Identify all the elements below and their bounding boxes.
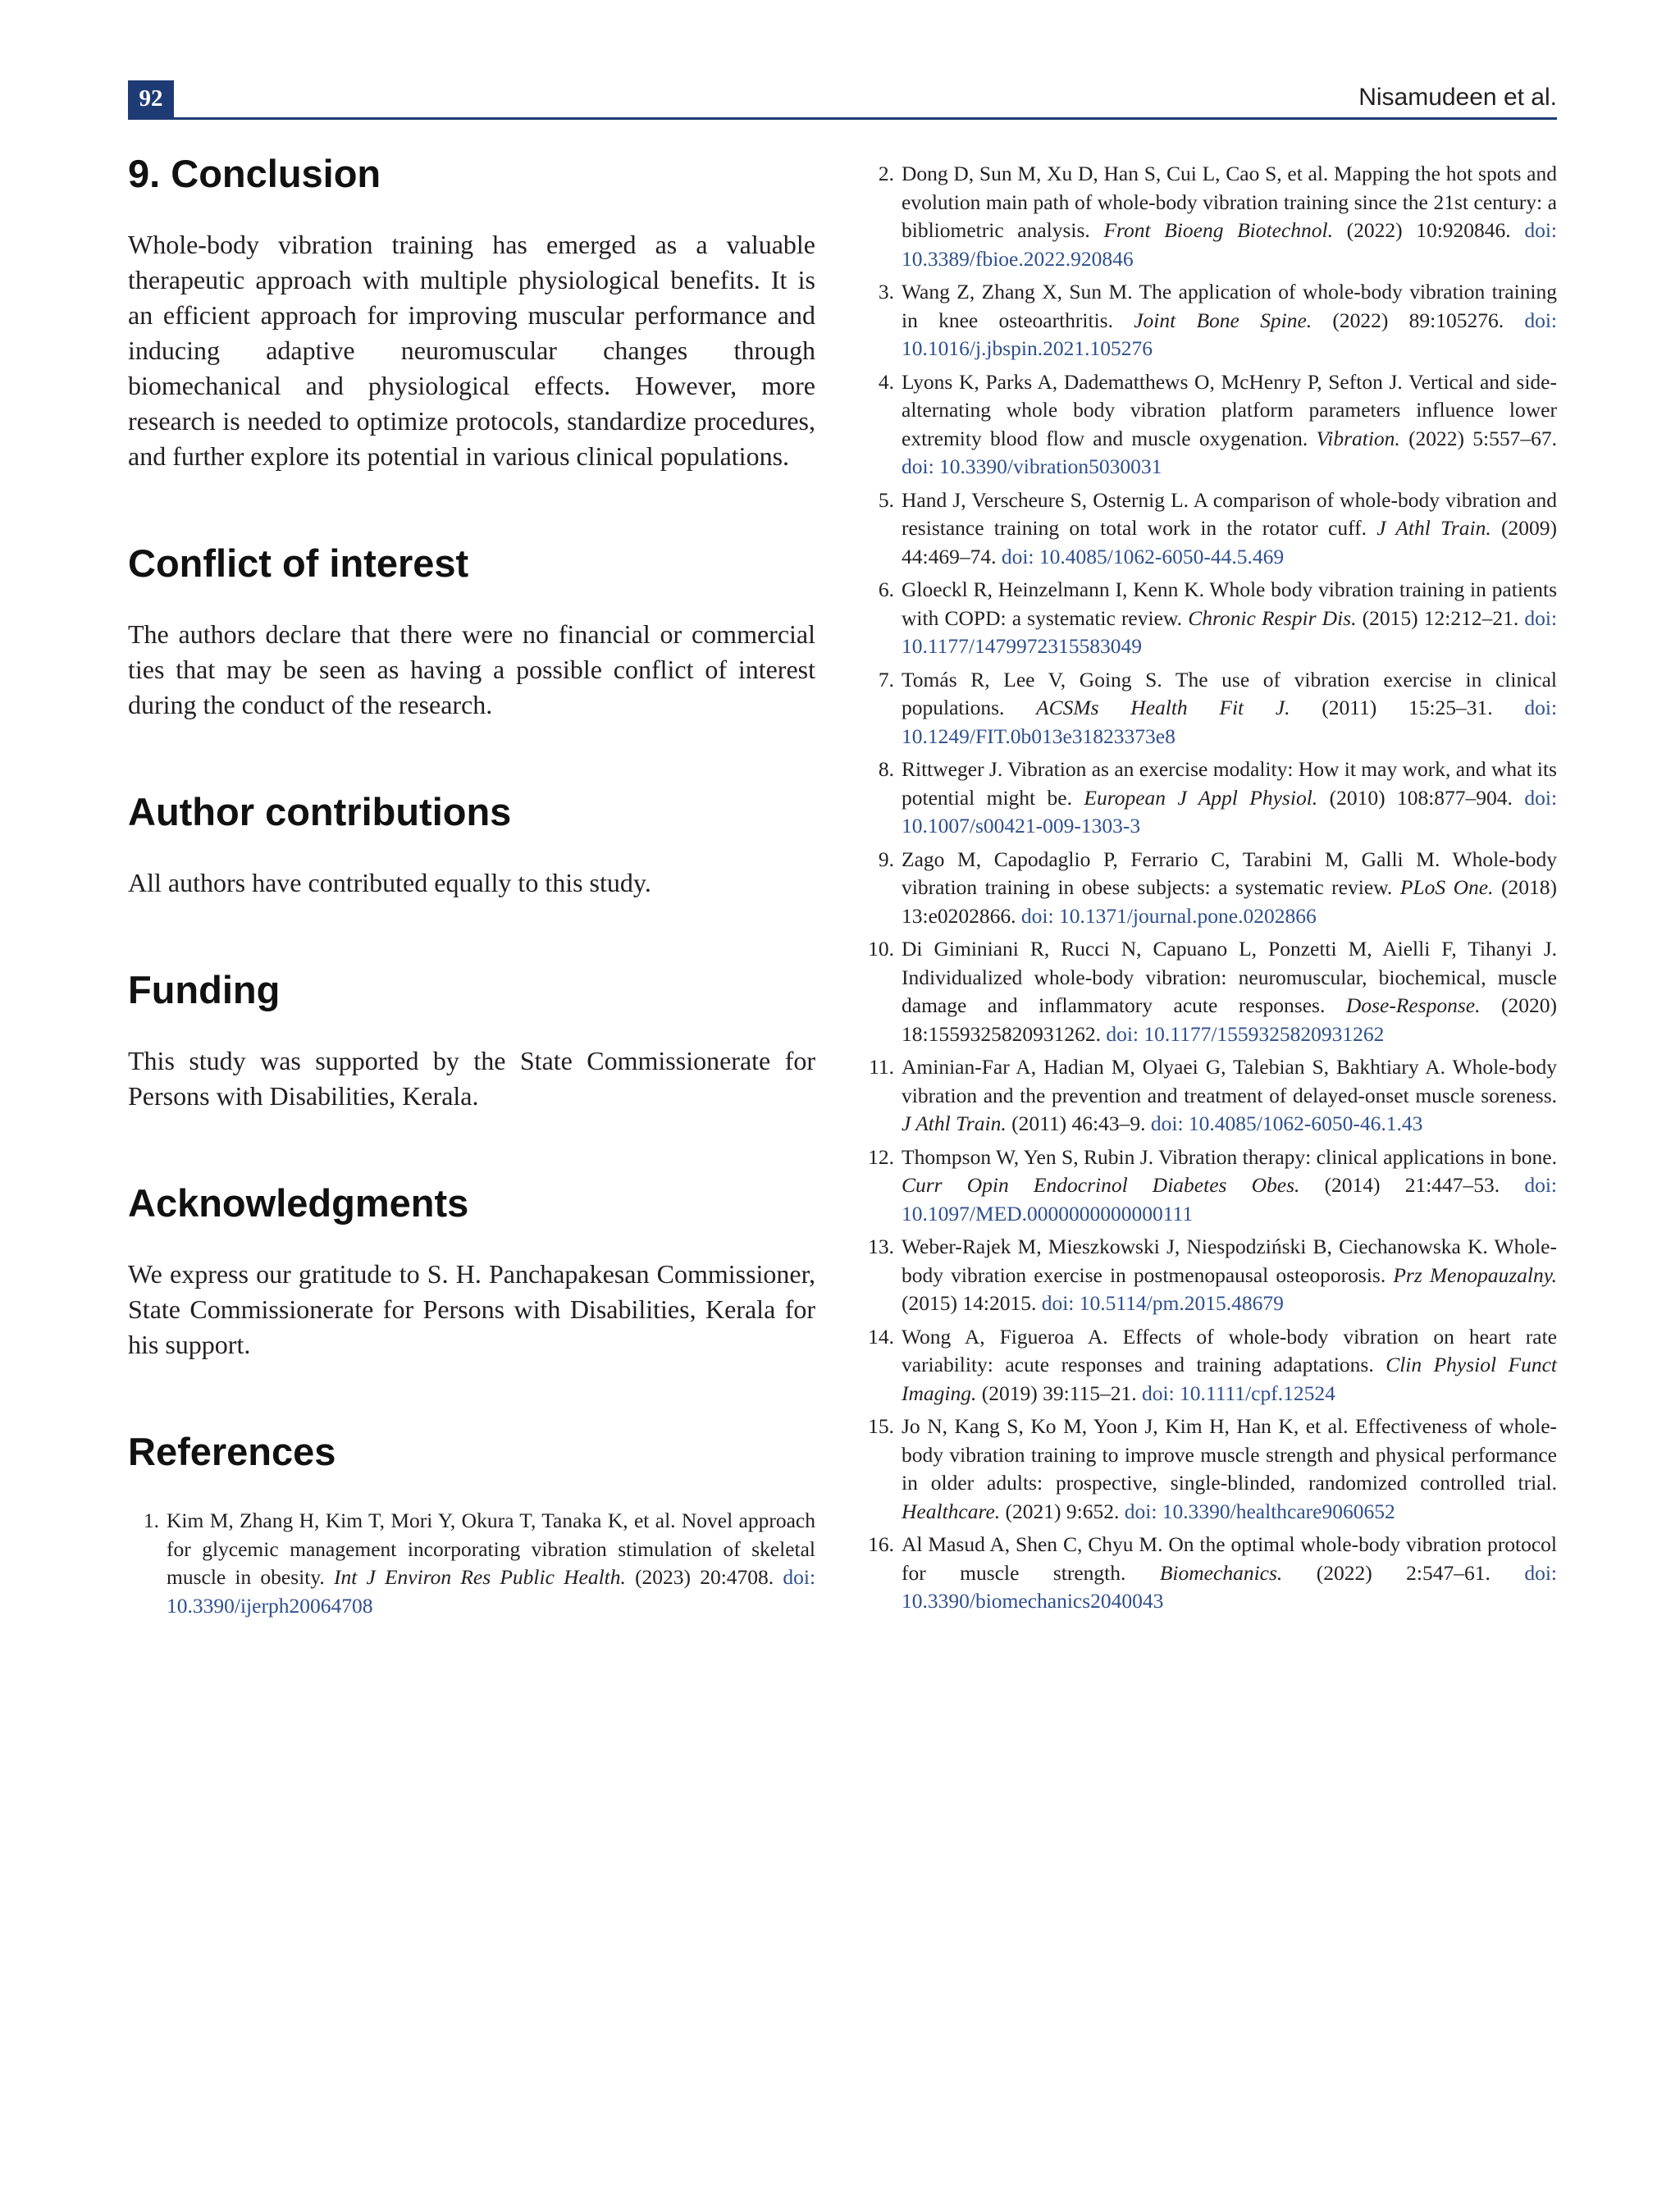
references-heading: References (128, 1430, 336, 1474)
reference-authors: Aminian-Far A, Hadian M, Olyaei G, Talebian S, Bakhtiary A. Whole-body vibration and the prevention and treatment of delayed-onset muscle soreness. (902, 1055, 1557, 1107)
funding-heading: Funding (128, 968, 281, 1012)
reference-item (863, 1413, 1557, 1526)
reference-details: (2015) 12:212–21. (1362, 605, 1519, 630)
reference-authors: Gloeckl R, Heinzelmann I, Kenn K. Whole body vibration training in patients with COPD: a systematic review. (902, 577, 1557, 630)
reference-item (863, 368, 1557, 482)
reference-authors: Thompson W, Yen S, Rubin J. Vibration therapy: clinical applications in bone. (902, 1144, 1557, 1169)
reference-doi-link[interactable]: doi: 10.3390/vibration5030031 (902, 454, 1162, 478)
reference-journal: PLoS One. (1399, 875, 1494, 899)
reference-details: (2021) 9:652. (1005, 1499, 1120, 1523)
conclusion-section (128, 152, 815, 474)
reference-journal: Vibration. (1316, 426, 1400, 450)
reference-number: 13. (868, 1235, 894, 1258)
reference-doi-link[interactable]: doi: 10.1111/cpf.12524 (1142, 1381, 1335, 1405)
reference-journal: J Athl Train. (1376, 516, 1491, 540)
reference-authors: Weber-Rajek M, Mieszkowski J, Niespodziński B, Ciechanowska K. Whole-body vibration exercise in postmenopausal osteoporosis. (902, 1235, 1557, 1287)
reference-details: (2022) 2:547–61. (1316, 1560, 1491, 1585)
reference-number: 3. (878, 280, 894, 304)
reference-item (863, 1143, 1557, 1229)
contributions-heading: Author contributions (128, 790, 512, 834)
reference-details: (2020) 18:1559325820931262. (902, 993, 1558, 1046)
reference-number: 15. (868, 1414, 894, 1438)
reference-authors: Dong D, Sun M, Xu D, Han S, Cui L, Cao S, et al. Mapping the hot spots and evolution main path of whole-body vibration training since the 21st century: a bibliometric analysis. (902, 162, 1557, 242)
acknowledgments-text: We express our gratitude to S. H. Panchapakesan Commissioner, State Commissionerate for Persons with Disabilities, Kerala for his support. (128, 1259, 815, 1360)
reference-doi-link[interactable]: doi: 10.3390/biomechanics2040043 (902, 1560, 1558, 1613)
reference-details: (2011) 15:25–31. (1322, 696, 1493, 719)
reference-authors: Hand J, Verscheure S, Osternig L. A comparison of whole-body vibration and resistance training on total work in the rotator cuff. (902, 487, 1557, 540)
contributions-section (128, 790, 815, 901)
reference-number: 1. (143, 1509, 159, 1533)
left-column (128, 152, 815, 1625)
reference-details: (2018) 13:e0202866. (902, 875, 1557, 928)
reference-doi-link[interactable]: doi: 10.1007/s00421-009-1303-3 (902, 785, 1558, 838)
reference-details: (2011) 46:43–9. (1011, 1111, 1146, 1135)
reference-list-left (128, 1507, 815, 1620)
reference-journal: Prz Menopauzalny. (1393, 1262, 1557, 1287)
reference-authors: Zago M, Capodaglio P, Ferrario C, Tarabini M, Galli M. Whole-body vibration training in obese subjects: a systematic review. (902, 847, 1557, 899)
reference-item (863, 846, 1557, 931)
reference-doi-link[interactable]: doi: 10.4085/1062-6050-44.5.469 (1001, 544, 1285, 568)
right-column (863, 160, 1557, 1621)
reference-authors: Wang Z, Zhang X, Sun M. The application of whole-body vibration training in knee osteoarthritis. (902, 280, 1557, 332)
conflict-heading: Conflict of interest (128, 541, 469, 586)
reference-number: 2. (878, 162, 894, 185)
reference-journal: Front Bioeng Biotechnol. (1103, 218, 1333, 242)
funding-text: This study was supported by the State Commissionerate for Persons with Disabilities, Kerala. (128, 1046, 815, 1111)
reference-journal: European J Appl Physiol. (1084, 785, 1318, 810)
conflict-text: The authors declare that there were no financial or commercial ties that may be seen as having a possible conflict of interest during the conduct of the research. (128, 619, 815, 720)
reference-doi-link[interactable]: doi: 10.1249/FIT.0b013e31823373e8 (902, 696, 1558, 748)
reference-authors: Wong A, Figueroa A. Effects of whole-body vibration on heart rate variability: acute responses and training adaptations. (902, 1324, 1557, 1376)
reference-details: (2015) 14:2015. (902, 1291, 1037, 1315)
reference-doi-link[interactable]: doi: 10.1016/j.jbspin.2021.105276 (902, 308, 1557, 360)
reference-item (863, 935, 1557, 1048)
reference-number: 7. (878, 667, 894, 691)
running-head: Nisamudeen et al. (1358, 84, 1557, 111)
reference-doi-link[interactable]: doi: 10.1177/1479972315583049 (902, 605, 1558, 658)
page-header (128, 80, 1557, 120)
reference-doi-link[interactable]: doi: 10.3389/fbioe.2022.920846 (902, 218, 1557, 271)
reference-list-right (863, 160, 1557, 1616)
reference-journal: Clin Physiol Funct Imaging. (902, 1353, 1557, 1405)
reference-item (863, 666, 1557, 751)
reference-number: 14. (868, 1324, 894, 1349)
reference-details: (2022) 5:557–67. (1408, 426, 1558, 450)
reference-number: 11. (869, 1055, 894, 1079)
reference-item (863, 755, 1557, 841)
reference-details: (2009) 44:469–74. (902, 516, 1557, 568)
reference-number: 9. (878, 847, 894, 871)
reference-details: (2022) 89:105276. (1332, 308, 1504, 332)
reference-details: (2010) 108:877–904. (1329, 785, 1513, 810)
reference-authors: Lyons K, Parks A, Dadematthews O, McHenry P, Sefton J. Vertical and side-alternating whole body vibration platform parameters influence lower extremity blood flow and muscle oxygenation. (902, 369, 1557, 450)
reference-journal: Curr Opin Endocrinol Diabetes Obes. (902, 1173, 1300, 1197)
contributions-text: All authors have contributed equally to this study. (128, 868, 651, 898)
reference-authors: Rittweger J. Vibration as an exercise modality: How it may work, and what its potential might be. (902, 757, 1557, 810)
reference-doi-link[interactable]: doi: 10.5114/pm.2015.48679 (1041, 1291, 1284, 1315)
reference-journal: ACSMs Health Fit J. (1036, 696, 1290, 719)
reference-journal: Joint Bone Spine. (1134, 308, 1312, 332)
reference-doi-link[interactable]: doi: 10.1371/journal.pone.0202866 (1020, 903, 1317, 928)
reference-details: (2014) 21:447–53. (1324, 1173, 1500, 1197)
funding-section (128, 968, 815, 1114)
reference-number: 10. (868, 937, 894, 961)
reference-authors: Al Masud A, Shen C, Chyu M. On the optimal whole-body vibration protocol for muscle strength. (902, 1532, 1557, 1585)
reference-journal: J Athl Train. (902, 1111, 1007, 1135)
reference-details: (2023) 20:4708. (635, 1565, 774, 1590)
reference-item (128, 1507, 815, 1620)
reference-doi-link[interactable]: doi: 10.1177/1559325820931262 (1106, 1021, 1385, 1046)
reference-number: 8. (878, 757, 894, 781)
reference-number: 4. (878, 369, 894, 394)
reference-doi-link[interactable]: doi: 10.1097/MED.0000000000000111 (902, 1173, 1557, 1226)
reference-item (863, 1531, 1557, 1616)
reference-number: 12. (868, 1144, 894, 1169)
reference-details: (2019) 39:115–21. (981, 1381, 1137, 1405)
reference-authors: Kim M, Zhang H, Kim T, Mori Y, Okura T, Tanaka K, et al. Novel approach for glycemic management incorporating vibration stimulation of skeletal muscle in obesity. (167, 1509, 815, 1590)
reference-journal: Dose-Response. (1345, 993, 1481, 1017)
reference-authors: Tomás R, Lee V, Going S. The use of vibration exercise in clinical populations. (902, 667, 1557, 719)
reference-authors: Di Giminiani R, Rucci N, Capuano L, Ponzetti M, Aielli F, Tihanyi J. Individualized whole-body vibration: neuromuscular, biochemical, muscle damage and inflammatory acute responses. (902, 937, 1557, 1017)
reference-details: (2022) 10:920846. (1346, 218, 1511, 242)
references-section (128, 1430, 815, 1620)
reference-journal: Int J Environ Res Public Health. (333, 1565, 626, 1590)
reference-item (863, 1323, 1557, 1408)
reference-journal: Biomechanics. (1159, 1560, 1283, 1585)
reference-number: 16. (868, 1532, 894, 1556)
conclusion-heading: 9. Conclusion (128, 152, 381, 195)
reference-doi-link[interactable]: doi: 10.3390/healthcare9060652 (1124, 1499, 1395, 1523)
reference-item (863, 1233, 1557, 1318)
reference-doi-link[interactable]: doi: 10.3390/ijerph20064708 (167, 1565, 816, 1618)
reference-journal: Chronic Respir Dis. (1188, 605, 1357, 630)
acknowledgments-section (128, 1181, 815, 1362)
acknowledgments-heading: Acknowledgments (128, 1181, 469, 1226)
conclusion-text: Whole-body vibration training has emerged as a valuable therapeutic approach with multiple physiological benefits. It is an efficient approach for improving muscular performance and inducing adaptive neuromuscular changes through biomechanical and physiological effects. However, more research is needed to optimize protocols, standardize procedures, and further explore its potential in various clinical populations. (128, 230, 815, 472)
reference-item (863, 160, 1557, 273)
reference-authors: Jo N, Kang S, Ko M, Yoon J, Kim H, Han K, et al. Effectiveness of whole-body vibration training to improve muscle strength and physical performance in older adults: prospective, single-blinded, randomized controlled trial. (902, 1414, 1557, 1495)
reference-item (863, 278, 1557, 363)
page-number: 92 (128, 80, 174, 117)
reference-doi-link[interactable]: doi: 10.4085/1062-6050-46.1.43 (1150, 1111, 1423, 1135)
reference-journal: Healthcare. (902, 1499, 1001, 1523)
conflict-section (128, 541, 815, 723)
reference-item (863, 576, 1557, 661)
reference-item (863, 1053, 1557, 1139)
reference-number: 6. (878, 577, 894, 601)
reference-number: 5. (878, 487, 894, 512)
reference-item (863, 486, 1557, 572)
